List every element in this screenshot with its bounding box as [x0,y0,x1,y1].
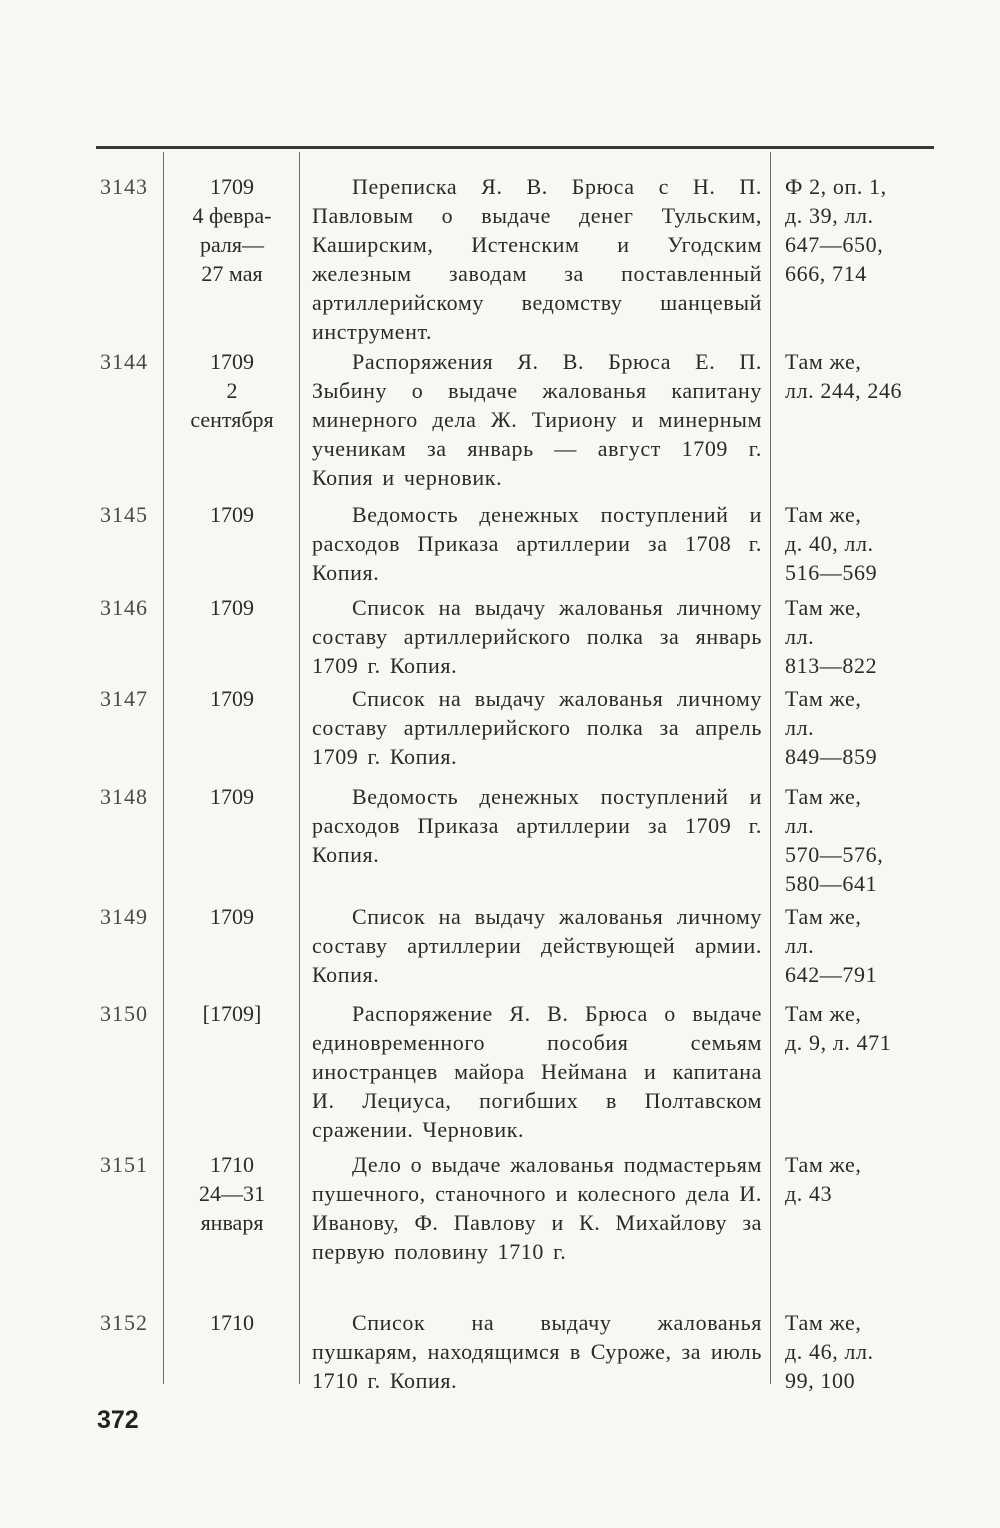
column-divider [163,152,164,1384]
entry-date: 1710 [210,1310,254,1335]
entry-date: 1710 24—31 января [199,1152,265,1235]
entry-description: Дело о выдаче жалованья подмастерьям пушечного, станочного и колесного дела И. Иванову, Ф. Павлову и К. Михайлову за первую половину 1710 г. [312,1152,762,1264]
entry-number: 3145 [100,502,148,527]
entry-reference: Там же, д. 46, лл. 99, 100 [785,1310,874,1393]
entry-description: Ведомость денежных поступлений и расходов Приказа артиллерии за 1709 г. Копия. [312,784,762,867]
entry-date: 1709 [210,686,254,711]
entry-number: 3148 [100,784,148,809]
entry-reference: Там же, лл. 849—859 [785,686,878,769]
top-rule [96,146,934,149]
entry-description: Список на выдачу жалованья личному составу артиллерийского полка за январь 1709 г. Копия. [312,595,762,678]
entry-date: 1709 [210,784,254,809]
entry-number: 3151 [100,1152,148,1177]
column-divider [770,152,771,1384]
entry-reference: Ф 2, оп. 1, д. 39, лл. 647—650, 666, 714 [785,174,887,286]
entry-description: Распоряжение Я. В. Брюса о выдаче единовременного пособия семьям иностранцев майора Неймана и капитана И. Лециуса, погибших в Полтавском сражении. Черновик. [312,1001,762,1142]
entry-description: Распоряжения Я. В. Брюса Е. П. Зыбину о выдаче жалованья капитану минерного дела Ж. Тириону и минерным ученикам за январь — август 1709 г. Копия и черновик. [312,349,762,490]
entry-date: 1709 [210,502,254,527]
entry-number: 3143 [100,174,148,199]
entry-number: 3150 [100,1001,148,1026]
entry-date: [1709] [202,1001,262,1026]
entry-reference: Там же, д. 9, л. 471 [785,1001,892,1055]
entry-date: 1709 [210,595,254,620]
page-number: 372 [97,1406,139,1434]
column-divider [299,152,300,1384]
entry-date: 1709 [210,904,254,929]
entry-description: Список на выдачу жалованья пушкарям, находящимся в Суроже, за июль 1710 г. Копия. [312,1310,762,1393]
entry-number: 3147 [100,686,148,711]
entry-date: 1709 2 сентября [190,349,274,432]
entry-reference: Там же, лл. 642—791 [785,904,878,987]
entry-description: Список на выдачу жалованья личному составу артиллерийского полка за апрель 1709 г. Копия. [312,686,762,769]
entry-reference: Там же, лл. 244, 246 [785,349,903,403]
entry-number: 3146 [100,595,148,620]
entry-description: Ведомость денежных поступлений и расходов Приказа артиллерии за 1708 г. Копия. [312,502,762,585]
entry-reference: Там же, д. 40, лл. 516—569 [785,502,878,585]
entry-number: 3152 [100,1310,148,1335]
entry-description: Переписка Я. В. Брюса с Н. П. Павловым о выдаче денег Тульским, Каширским, Истенским и Угодским железным заводам за поставленный артиллерийскому ведомству шанцевый инструмент. [312,174,762,344]
entry-reference: Там же, лл. 813—822 [785,595,878,678]
entry-reference: Там же, д. 43 [785,1152,862,1206]
entry-description: Список на выдачу жалованья личному составу артиллерии действующей армии. Копия. [312,904,762,987]
entry-date: 1709 4 февра- раля— 27 мая [192,174,272,286]
entry-number: 3149 [100,904,148,929]
entry-number: 3144 [100,349,148,374]
entry-reference: Там же, лл. 570—576, 580—641 [785,784,884,896]
